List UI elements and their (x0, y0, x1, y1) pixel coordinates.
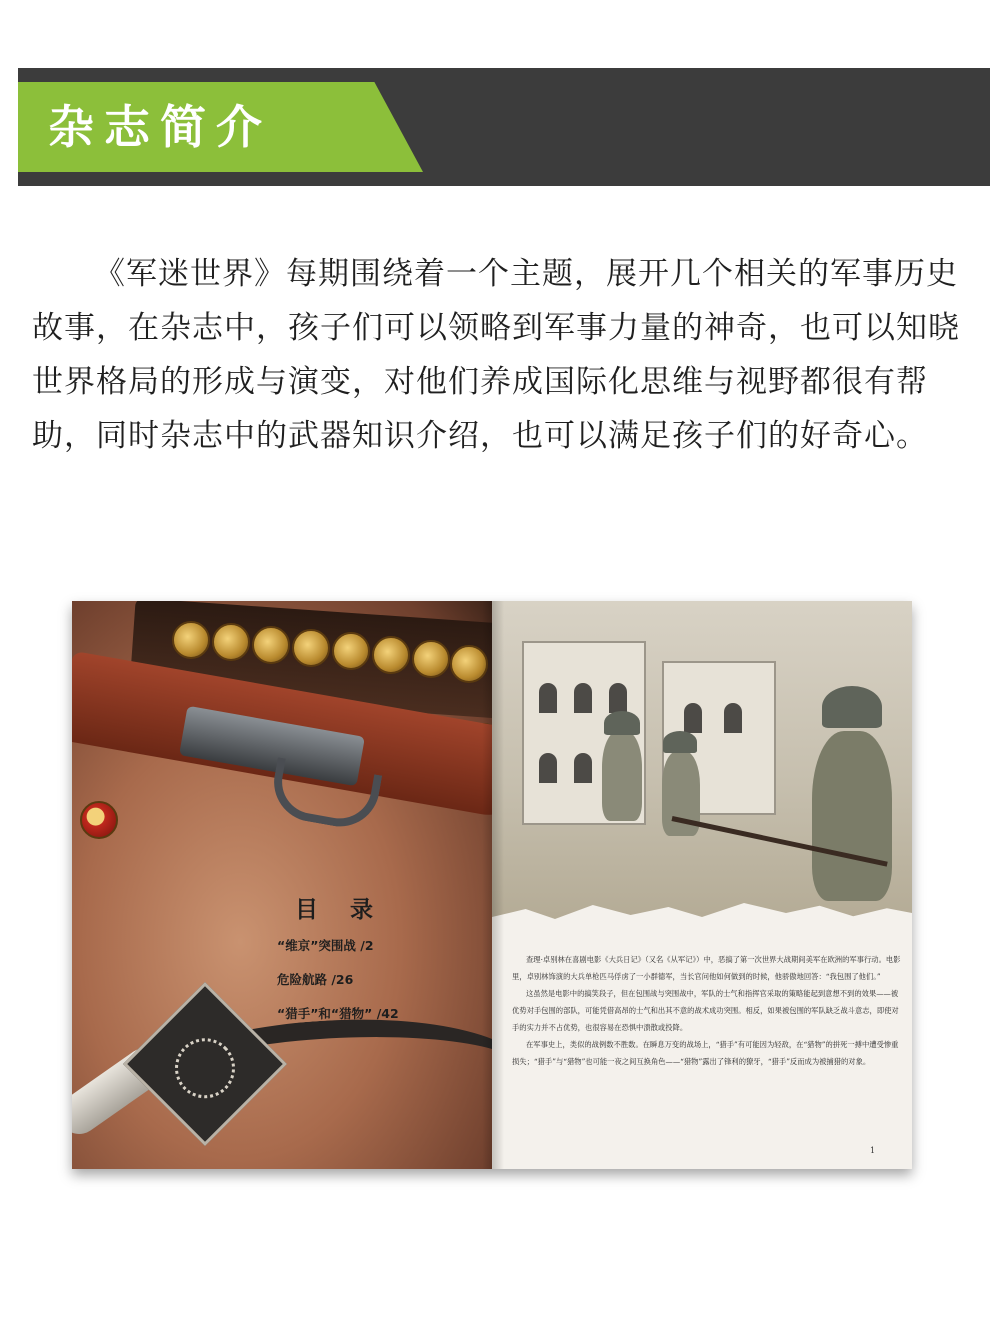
helmet-image (604, 711, 640, 735)
window-image (574, 683, 592, 713)
header-banner (18, 68, 990, 186)
window-image (539, 753, 557, 783)
article-page (492, 601, 912, 1169)
toc-item: 危险航路 /26 (277, 972, 354, 987)
article-body (512, 951, 902, 1070)
book-spine-shadow (482, 601, 504, 1169)
window-image (684, 703, 702, 733)
article-paragraph: 这虽然是电影中的搞笑段子，但在包围战与突围战中，军队的士气和指挥官采取的策略能起到意想不到的效果——被优势对手包围的部队，可能凭借高昂的士气和出其不意的战术成功突围。相反，如果被包围的军队缺乏战斗意志，即使对手的实力并不占优势，也很容易在恐惧中溃散或投降。 (512, 989, 899, 1032)
window-image (574, 753, 592, 783)
toc-item: “猎手”和“猎物” /42 (277, 1006, 399, 1021)
window-image (609, 683, 627, 713)
shotgun-shell-image (412, 640, 450, 678)
helmet-image (663, 731, 697, 753)
article-paragraph: 在军事史上，类似的战例数不胜数。在瞬息万变的战场上，“猎手”有可能因为轻敌，在“猎物”的拼死一搏中遭受惨重损失；“猎手”与“猎物”也可能一夜之间互换角色——“猎物”露出了锋利的獠牙，“猎手”反而成为被捕猎的对象。 (512, 1040, 899, 1066)
toc-item: “维京”突围战 /2 (277, 938, 374, 953)
shotgun-shell-image (372, 636, 410, 674)
shotgun-shell-image (332, 632, 370, 670)
soldier-figure (602, 731, 642, 821)
toc-title: 目 录 (295, 897, 386, 923)
shotgun-shell-image (80, 801, 118, 839)
window-image (539, 683, 557, 713)
magazine-spread-photo (72, 601, 912, 1169)
article-paragraph: 查理·卓别林在喜剧电影《大兵日记》（又名《从军记》）中，恶搞了第一次世界大战期间美军在欧洲的军事行动。电影里，卓别林饰演的大兵单枪匹马俘虏了一小群德军，当长官问他如何做到的时候，他骄傲地回答：“我包围了他们。” (512, 955, 901, 981)
battle-illustration (492, 601, 912, 931)
intro-paragraph: 《军迷世界》每期围绕着一个主题，展开几个相关的军事历史故事，在杂志中，孩子们可以领略到军事力量的神奇，也可以知晓世界格局的形成与演变，对他们养成国际化思维与视野都很有帮助，同时杂志中的武器知识介绍，也可以满足孩子们的好奇心。 (32, 256, 960, 454)
helmet-image (822, 686, 882, 728)
window-image (724, 703, 742, 733)
torn-paper-edge (492, 901, 912, 941)
shotgun-shell-image (292, 629, 330, 667)
page-number: 1 (870, 1146, 876, 1155)
table-of-contents (277, 891, 399, 1038)
section-title: 杂志简介 (48, 100, 272, 154)
shotgun-shell-image (252, 626, 290, 664)
contents-page (72, 601, 492, 1169)
soldier-figure (812, 731, 892, 901)
shotgun-shell-image (172, 621, 210, 659)
shotgun-shell-image (212, 623, 250, 661)
